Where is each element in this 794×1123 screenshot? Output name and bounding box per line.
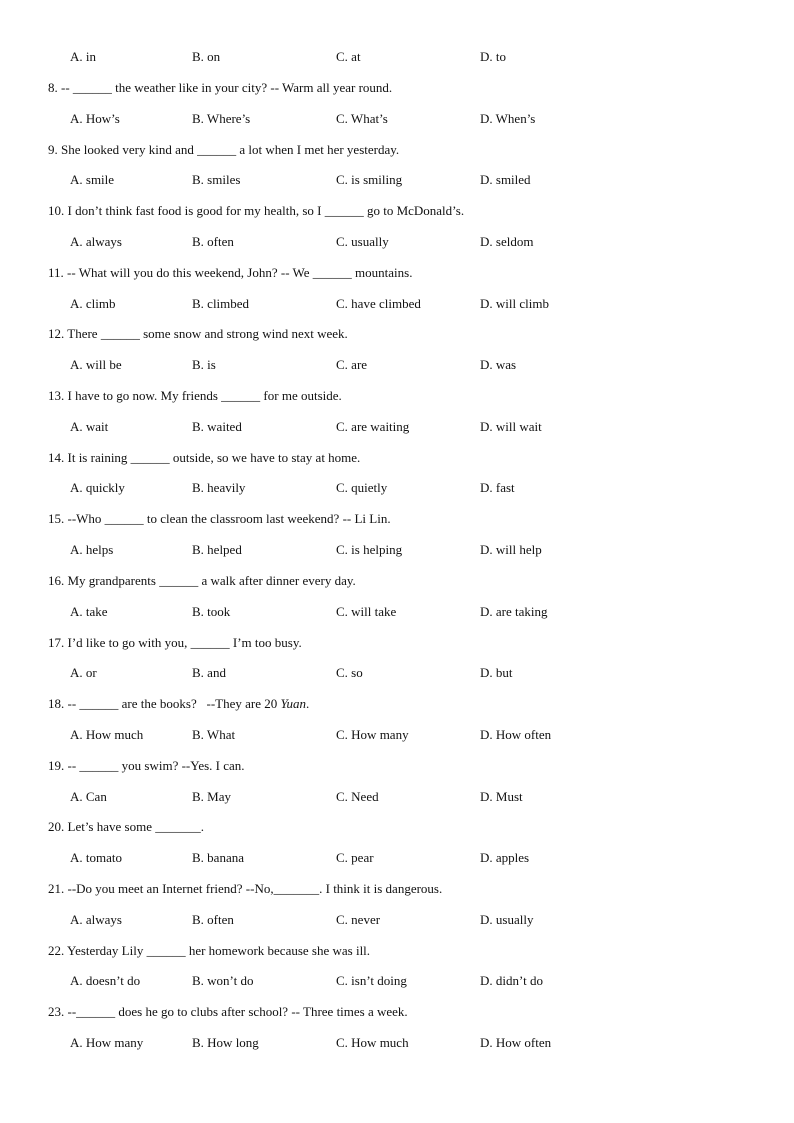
option-d: D. How often: [480, 727, 552, 742]
option-a: A. Can: [70, 789, 107, 804]
question-stem: 20. Let’s have some _______.: [48, 819, 204, 834]
option-c: C. is smiling: [336, 172, 403, 187]
option-c: C. have climbed: [336, 296, 421, 311]
option-c: C. quietly: [336, 480, 388, 495]
option-b: B. smiles: [192, 172, 241, 187]
option-c: C. How much: [336, 1035, 409, 1050]
question-stem: 8. -- ______ the weather like in your city? -- Warm all year round.: [48, 80, 393, 95]
option-a: A. or: [70, 665, 97, 680]
option-b: B. and: [192, 665, 226, 680]
option-d: D. How often: [480, 1035, 552, 1050]
option-b: B. May: [192, 789, 231, 804]
option-a: A. take: [70, 604, 108, 619]
option-d: D. fast: [480, 480, 515, 495]
option-row: [0, 604, 794, 620]
question-stem: 19. -- ______ you swim? --Yes. I can.: [48, 758, 245, 773]
option-d: D. apples: [480, 850, 530, 865]
question-stem: 21. --Do you meet an Internet friend? --No,_______. I think it is dangerous.: [48, 881, 443, 896]
option-row: [0, 542, 794, 558]
option-d: D. are taking: [480, 604, 548, 619]
option-c: C. are: [336, 357, 368, 372]
option-a: A. always: [70, 234, 122, 249]
option-d: D. but: [480, 665, 513, 680]
option-a: A. quickly: [70, 480, 125, 495]
option-c: C. Need: [336, 789, 379, 804]
option-b: B. is: [192, 357, 216, 372]
option-a: A. How many: [70, 1035, 144, 1050]
option-c: C. pear: [336, 850, 374, 865]
option-d: D. When’s: [480, 111, 536, 126]
option-row: [0, 49, 794, 65]
question-stem-text: 18. -- ______ are the books? --They are 20: [48, 696, 281, 711]
option-b: B. often: [192, 912, 234, 927]
question-stem: 15. --Who ______ to clean the classroom last weekend? -- Li Lin.: [48, 511, 391, 526]
question-stem: 10. I don’t think fast food is good for my health, so I ______ go to McDonald’s.: [48, 203, 465, 218]
option-b: B. How long: [192, 1035, 259, 1050]
option-a: A. How’s: [70, 111, 120, 126]
option-row: [0, 789, 794, 805]
option-row: [0, 172, 794, 188]
option-c: C. never: [336, 912, 381, 927]
option-c: C. will take: [336, 604, 397, 619]
question-stem: 12. There ______ some snow and strong wind next week.: [48, 326, 348, 341]
option-a: A. doesn’t do: [70, 973, 141, 988]
option-row: [0, 727, 794, 743]
option-b: B. banana: [192, 850, 244, 865]
option-b: B. won’t do: [192, 973, 254, 988]
question-stem: 16. My grandparents ______ a walk after dinner every day.: [48, 573, 356, 588]
option-row: [0, 665, 794, 681]
option-b: B. climbed: [192, 296, 250, 311]
option-a: A. will be: [70, 357, 122, 372]
option-a: A. climb: [70, 296, 116, 311]
option-c: C. are waiting: [336, 419, 410, 434]
question-stem-end: .: [306, 696, 310, 711]
option-a: A. always: [70, 912, 122, 927]
option-row: [0, 296, 794, 312]
option-c: C. What’s: [336, 111, 388, 126]
option-row: [0, 480, 794, 496]
option-d: D. will wait: [480, 419, 542, 434]
option-row: [0, 1035, 794, 1051]
question-stem: 23. --______ does he go to clubs after school? -- Three times a week.: [48, 1004, 408, 1019]
option-c: C. is helping: [336, 542, 403, 557]
option-d: D. Must: [480, 789, 523, 804]
option-d: D. smiled: [480, 172, 531, 187]
option-b: B. Where’s: [192, 111, 251, 126]
option-d: D. will help: [480, 542, 542, 557]
option-d: D. usually: [480, 912, 534, 927]
option-b: B. waited: [192, 419, 242, 434]
question-stem: [48, 696, 309, 712]
question-stem: 13. I have to go now. My friends ______ for me outside.: [48, 388, 342, 403]
option-d: D. seldom: [480, 234, 534, 249]
option-row: [0, 234, 794, 250]
option-b: B. heavily: [192, 480, 246, 495]
option-a: A. wait: [70, 419, 109, 434]
option-row: [0, 419, 794, 435]
option-a: A. How much: [70, 727, 144, 742]
option-d: D. will climb: [480, 296, 549, 311]
option-b: B. on: [192, 49, 221, 64]
option-a: A. in: [70, 49, 96, 64]
option-d: D. didn’t do: [480, 973, 543, 988]
question-stem: 14. It is raining ______ outside, so we have to stay at home.: [48, 450, 361, 465]
option-row: [0, 850, 794, 866]
question-stem: 9. She looked very kind and ______ a lot when I met her yesterday.: [48, 142, 400, 157]
option-c: C. usually: [336, 234, 389, 249]
option-row: [0, 973, 794, 989]
currency-yuan: Yuan: [280, 696, 307, 711]
option-c: C. so: [336, 665, 363, 680]
option-b: B. helped: [192, 542, 242, 557]
question-stem: 11. -- What will you do this weekend, John? -- We ______ mountains.: [48, 265, 413, 280]
option-c: C. isn’t doing: [336, 973, 407, 988]
option-b: B. took: [192, 604, 231, 619]
option-row: [0, 111, 794, 127]
option-a: A. smile: [70, 172, 115, 187]
option-d: D. was: [480, 357, 517, 372]
question-stem: 17. I’d like to go with you, ______ I’m too busy.: [48, 635, 302, 650]
option-a: A. helps: [70, 542, 114, 557]
option-row: [0, 357, 794, 373]
option-c: C. at: [336, 49, 361, 64]
option-b: B. What: [192, 727, 236, 742]
option-c: C. How many: [336, 727, 409, 742]
option-d: D. to: [480, 49, 506, 64]
option-row: [0, 912, 794, 928]
question-stem: 22. Yesterday Lily ______ her homework because she was ill.: [48, 943, 371, 958]
option-b: B. often: [192, 234, 234, 249]
option-a: A. tomato: [70, 850, 122, 865]
